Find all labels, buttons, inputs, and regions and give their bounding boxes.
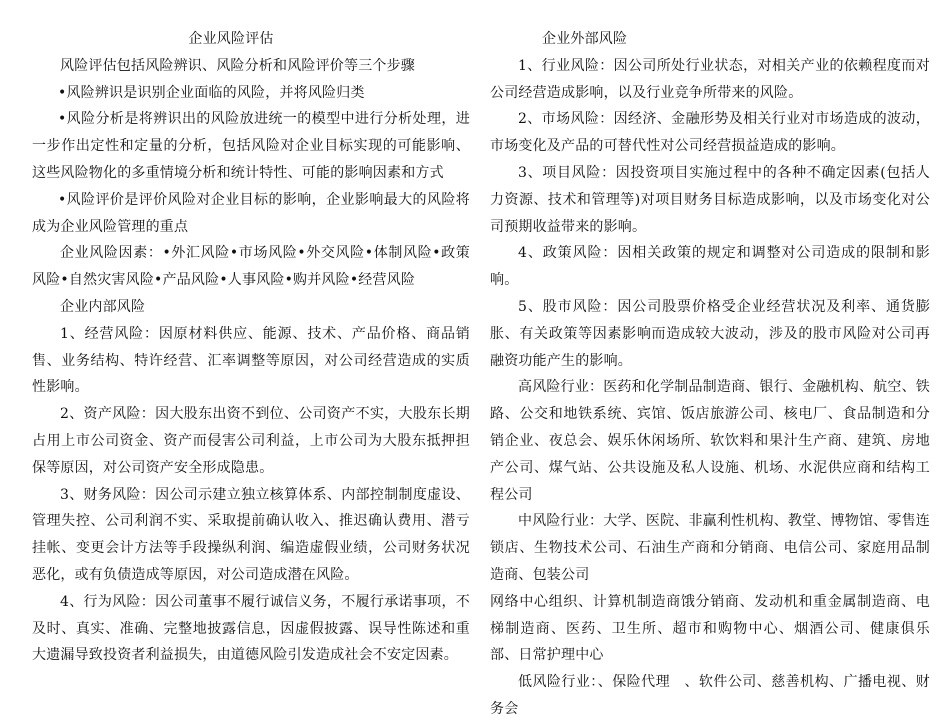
internal-risk-item-1: 1、经营风险：因原材料供应、能源、技术、产品价格、商品销售、业务结构、特许经营、汇率调整等原因，对公司经营造成的实质性影响。 bbox=[32, 325, 470, 396]
external-risk-item-2: 2、市场风险：因经济、金融形势及相关行业对市场造成的波动，市场变化及产品的可替代性对公司经营损益造成的影响。 bbox=[490, 111, 930, 155]
internal-risk-heading: 企业内部风险 bbox=[60, 298, 146, 315]
internal-risk-item-3: 3、财务风险：因公司示建立独立核算体系、内部控制制度虚设、管理失控、公司利润不实、采取提前确认收入、推迟确认费用、潜亏挂帐、变更会计方法等手段操纵利润、编造虚假业绩，公司财务状况恶化，或有负债造成等原因，对公司造成潜在风险。 bbox=[32, 486, 470, 583]
bullet-identification: •风险辨识是识别企业面临的风险，并将风险归类 bbox=[58, 84, 365, 101]
medium-risk-industries: 中风险行业：大学、医院、非赢利性机构、教堂、博物馆、零售连锁店、生物技术公司、石油生产商和分销商、电信公司、家庭用品制造商、包装公司 bbox=[490, 513, 930, 583]
external-risk-item-3: 3、项目风险：因投资项目实施过程中的各种不确定因素(包括人力资源、技术和管理等)对项目财务目标造成影响，以及市场变化对公司预期收益带来的影响。 bbox=[490, 164, 930, 235]
external-risk-item-4: 4、政策风险：因相关政策的规定和调整对公司造成的限制和影响。 bbox=[490, 245, 930, 289]
bullet-evaluation: •风险评价是评价风险对企业目标的影响，企业影响最大的风险将成为企业风险管理的重点 bbox=[32, 191, 470, 235]
medium-risk-industries-continued: 网络中心组织、计算机制造商饿分销商、发动机和重金属制造商、电梯制造商、医药、卫生所、超市和购物中心、烟酒公司、健康俱乐部、日常护理中心 bbox=[490, 593, 930, 664]
left-title: 企业风险评估 bbox=[188, 31, 274, 47]
internal-risk-item-2: 2、资产风险：因大股东出资不到位、公司资产不实，大股东长期占用上市公司资金、资产而侵害公司利益，上市公司为大股东抵押担保等原因，对公司资产安全形成隐患。 bbox=[32, 406, 470, 476]
risk-factors: 企业风险因素：•外汇风险•市场风险•外交风险•体制风险•政策风险•自然灾害风险•产品风险•人事风险•购并风险•经营风险 bbox=[32, 245, 470, 289]
left-column bbox=[32, 26, 470, 669]
internal-risk-item-4: 4、行为风险：因公司董事不履行诚信义务，不履行承诺事项，不及时、真实、准确、完整地披露信息，因虚假披露、误导性陈述和重大遗漏导致投资者利益损失，由道德风险引发造成社会不安定因素。 bbox=[32, 593, 470, 664]
low-risk-industries: 低风险行业：、保险代理 、软件公司、慈善机构、广播电视、财务会 bbox=[490, 674, 930, 717]
external-risk-item-1: 1、行业风险：因公司所处行业状态，对相关产业的依赖程度而对公司经营造成影响，以及行业竞争所带来的风险。 bbox=[490, 57, 930, 101]
external-risk-item-5: 5、股市风险：因公司股票价格受企业经营状况及利率、通货膨胀、有关政策等因素影响而造成较大波动，涉及的股市风险对公司再融资功能产生的影响。 bbox=[490, 298, 930, 369]
high-risk-industries: 高风险行业：医药和化学制品制造商、银行、金融机构、航空、铁路、公交和地铁系统、宾馆、饭店旅游公司、核电厂、食品制造和分销企业、夜总会、娱乐休闲场所、软饮料和果汁生产商、建筑、房地产公司、煤气站、公共设施及私人设施、机场、水泥供应商和结构工程公司 bbox=[490, 379, 930, 503]
intro-paragraph: 风险评估包括风险辨识、风险分析和风险评价等三个步骤 bbox=[60, 57, 415, 74]
right-title: 企业外部风险 bbox=[542, 31, 628, 47]
bullet-analysis: •风险分析是将辨识出的风险放进统一的模型中进行分析处理，进一步作出定性和定量的分析，包括风险对企业目标实现的可能影响、这些风险物化的多重情境分析和统计特性、可能的影响因素和方式 bbox=[32, 111, 470, 181]
right-column bbox=[490, 26, 930, 723]
